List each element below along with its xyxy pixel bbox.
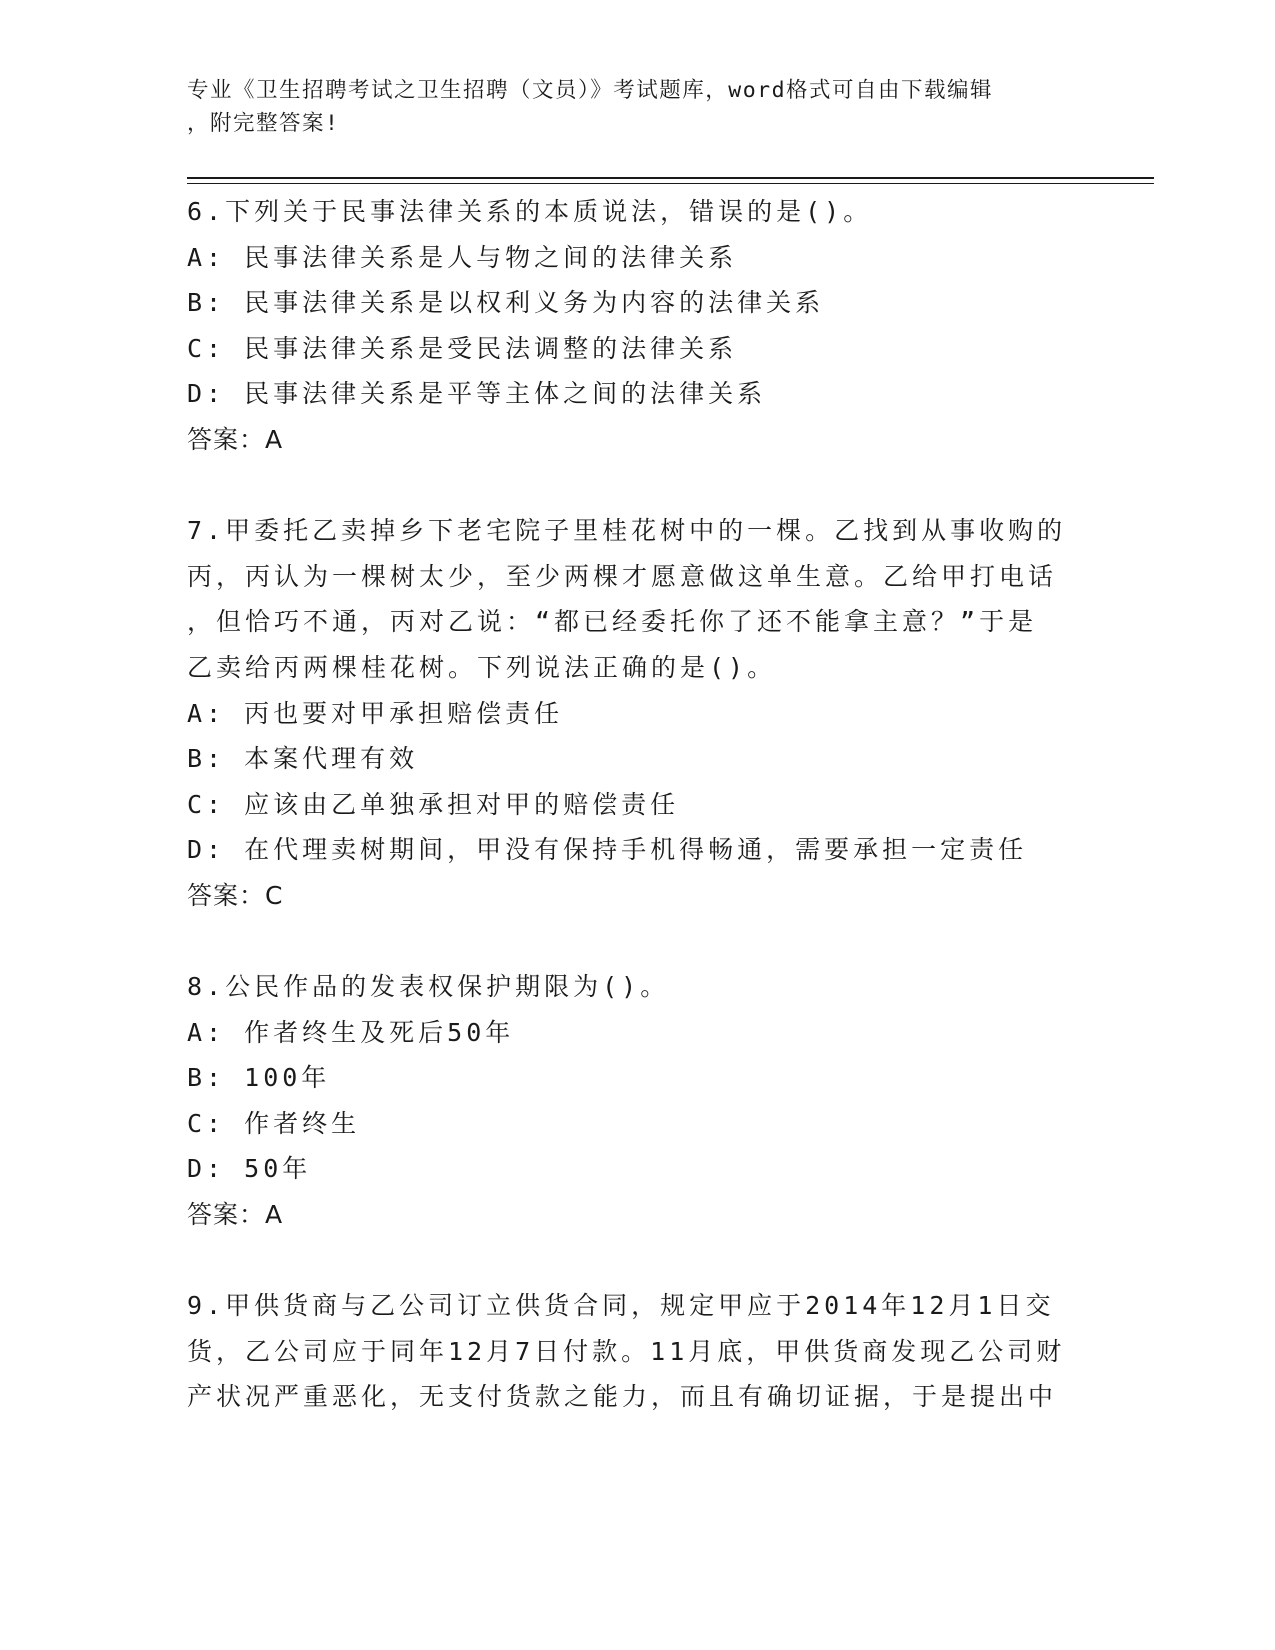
question-7 — [187, 508, 1087, 918]
question-6 — [187, 189, 1087, 463]
question-stem: 7.甲委托乙卖掉乡下老宅院子里桂花树中的一棵。乙找到从事收购的 — [187, 516, 1067, 546]
option-a: A: 作者终生及死后50年 — [187, 1017, 515, 1047]
question-list — [187, 189, 1087, 1420]
header-divider-thin — [187, 183, 1154, 184]
question-stem: 货，乙公司应于同年12月7日付款。11月底，甲供货商发现乙公司财 — [187, 1336, 1066, 1366]
question-stem: 产状况严重恶化，无支付货款之能力，而且有确切证据，于是提出中 — [187, 1382, 1058, 1412]
header-divider-thick — [187, 177, 1154, 179]
option-a: A: 丙也要对甲承担赔偿责任 — [187, 698, 564, 728]
question-stem: 9.甲供货商与乙公司订立供货合同，规定甲应于2014年12月1日交 — [187, 1291, 1055, 1321]
answer: 答案：C — [187, 880, 284, 910]
option-d: D: 民事法律关系是平等主体之间的法律关系 — [187, 379, 767, 409]
header-line-1: 专业《卫生招聘考试之卫生招聘（文员）》考试题库，word格式可自由下载编辑 — [187, 78, 994, 103]
answer: 答案：A — [187, 424, 284, 454]
option-d: D: 50年 — [187, 1154, 312, 1184]
answer: 答案：A — [187, 1200, 284, 1230]
question-9 — [187, 1283, 1087, 1420]
question-stem: 丙，丙认为一棵树太少，至少两棵才愿意做这单生意。乙给甲打电话 — [187, 561, 1058, 591]
option-b: B: 民事法律关系是以权利义务为内容的法律关系 — [187, 288, 825, 318]
header-line-2: ，附完整答案! — [187, 111, 340, 136]
option-b: B: 本案代理有效 — [187, 744, 419, 774]
question-stem: ，但恰巧不通，丙对乙说：“都已经委托你了还不能拿主意？”于是 — [187, 607, 1038, 637]
option-c: C: 应该由乙单独承担对甲的赔偿责任 — [187, 789, 680, 819]
option-d: D: 在代理卖树期间，甲没有保持手机得畅通，需要承担一定责任 — [187, 835, 1028, 865]
document-header — [187, 74, 1087, 140]
option-c: C: 民事法律关系是受民法调整的法律关系 — [187, 333, 738, 363]
question-stem: 乙卖给丙两棵桂花树。下列说法正确的是()。 — [187, 652, 777, 682]
question-stem: 6.下列关于民事法律关系的本质说法，错误的是()。 — [187, 197, 873, 226]
option-a: A: 民事法律关系是人与物之间的法律关系 — [187, 242, 738, 272]
option-c: C: 作者终生 — [187, 1108, 361, 1138]
option-b: B: 100年 — [187, 1063, 331, 1093]
question-stem: 8.公民作品的发表权保护期限为()。 — [187, 972, 670, 1002]
question-8 — [187, 964, 1087, 1238]
